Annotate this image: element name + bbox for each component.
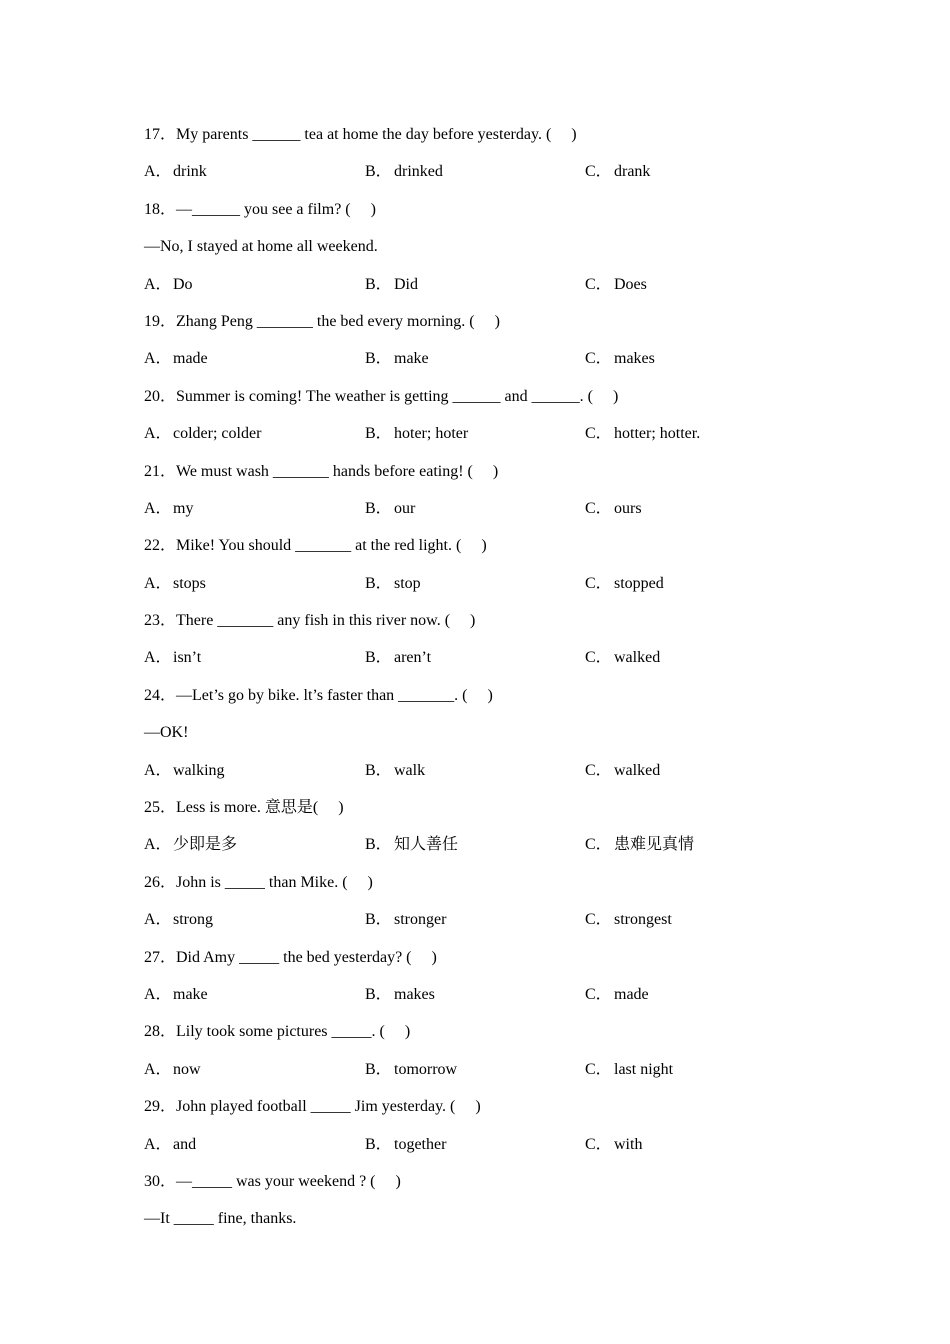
option-letter: C．	[585, 836, 612, 854]
option-text: makes	[614, 350, 655, 368]
option-a	[144, 1134, 196, 1156]
options-row	[144, 348, 844, 385]
option-text: my	[173, 499, 194, 517]
option-letter: A．	[144, 836, 172, 854]
option-text: strong	[173, 911, 213, 929]
option-text: colder; colder	[173, 425, 262, 443]
option-text: walked	[614, 761, 661, 779]
dialogue-line: —No, I stayed at home all weekend.	[144, 238, 378, 256]
option-c	[585, 161, 650, 183]
options-row	[144, 834, 844, 871]
question-block	[144, 797, 844, 872]
option-b	[365, 1134, 446, 1156]
option-letter: C．	[585, 761, 612, 779]
option-b	[365, 573, 421, 595]
option-letter: B．	[365, 163, 392, 181]
option-letter: B．	[365, 350, 392, 368]
option-text: now	[173, 1060, 201, 1078]
option-letter: C．	[585, 350, 612, 368]
option-letter: C．	[585, 425, 612, 443]
question-stem: 25．Less is more. 意思是( )	[144, 799, 344, 817]
question-stem: 18．—______ you see a film? ( )	[144, 200, 376, 218]
option-c	[585, 573, 664, 595]
option-c	[585, 834, 694, 856]
option-a	[144, 1059, 201, 1081]
option-letter: B．	[365, 649, 392, 667]
option-letter: A．	[144, 350, 172, 368]
option-letter: A．	[144, 574, 172, 592]
option-text: drank	[614, 163, 651, 181]
question-block	[144, 947, 844, 1022]
option-letter: C．	[585, 163, 612, 181]
option-text: stopped	[614, 574, 664, 592]
option-text: hotter; hotter.	[614, 425, 701, 443]
option-text: 知人善任	[394, 836, 459, 854]
option-letter: B．	[365, 985, 392, 1003]
option-a	[144, 274, 193, 296]
question-stem: 21．We must wash _______ hands before eating! ( )	[144, 462, 499, 480]
option-text: Did	[394, 275, 418, 293]
option-c	[585, 274, 647, 296]
option-a	[144, 834, 237, 856]
options-row	[144, 423, 844, 460]
option-c	[585, 1134, 642, 1156]
option-text: drinked	[394, 163, 443, 181]
question-stem: 26．John is _____ than Mike. ( )	[144, 873, 373, 891]
option-text: Does	[614, 275, 647, 293]
option-a	[144, 161, 207, 183]
question-block	[144, 872, 844, 947]
option-c	[585, 1059, 673, 1081]
question-stem: 17．My parents ______ tea at home the day before yesterday. ( )	[144, 126, 577, 143]
option-letter: A．	[144, 425, 172, 443]
option-text: make	[173, 985, 208, 1003]
question-stem: 22．Mike! You should _______ at the red light. ( )	[144, 537, 487, 555]
option-letter: B．	[365, 1060, 392, 1078]
question-block	[144, 199, 844, 311]
options-row	[144, 647, 844, 684]
question-block	[144, 1096, 844, 1171]
question-stem: 23．There _______ any fish in this river now. ( )	[144, 612, 476, 630]
question-block	[144, 386, 844, 461]
option-text: 少即是多	[173, 836, 238, 854]
option-letter: A．	[144, 275, 172, 293]
option-text: with	[614, 1135, 643, 1153]
option-text: walked	[614, 649, 661, 667]
option-b	[365, 423, 468, 445]
option-text: last night	[614, 1060, 674, 1078]
option-b	[365, 909, 446, 931]
options-row	[144, 498, 844, 535]
question-block	[144, 461, 844, 536]
option-letter: B．	[365, 836, 392, 854]
option-b	[365, 498, 415, 520]
option-text: stop	[394, 574, 421, 592]
question-block	[144, 685, 844, 797]
option-letter: B．	[365, 911, 392, 929]
dialogue-line: —OK!	[144, 724, 189, 742]
option-a	[144, 909, 213, 931]
options-row	[144, 760, 844, 797]
option-b	[365, 274, 418, 296]
option-letter: A．	[144, 499, 172, 517]
option-letter: C．	[585, 1060, 612, 1078]
option-letter: B．	[365, 499, 392, 517]
option-letter: C．	[585, 649, 612, 667]
option-text: stronger	[394, 911, 447, 929]
option-text: tomorrow	[394, 1060, 458, 1078]
option-text: walking	[173, 761, 225, 779]
option-c	[585, 348, 655, 370]
option-b	[365, 760, 425, 782]
option-letter: B．	[365, 1135, 392, 1153]
options-row	[144, 1134, 844, 1171]
option-letter: A．	[144, 1135, 172, 1153]
option-letter: A．	[144, 985, 172, 1003]
option-text: ours	[614, 499, 642, 517]
option-text: and	[173, 1135, 197, 1153]
question-stem: 27．Did Amy _____ the bed yesterday? ( )	[144, 948, 437, 966]
options-row	[144, 984, 844, 1021]
option-text: make	[394, 350, 429, 368]
question-stem: 19．Zhang Peng _______ the bed every morning. ( )	[144, 312, 500, 330]
option-c	[585, 498, 642, 520]
option-a	[144, 647, 201, 669]
option-letter: A．	[144, 761, 172, 779]
option-letter: C．	[585, 1135, 612, 1153]
option-b	[365, 984, 435, 1006]
options-row	[144, 573, 844, 610]
question-stem: 28．Lily took some pictures _____. ( )	[144, 1023, 411, 1041]
question-block	[144, 1021, 844, 1096]
option-text: together	[394, 1135, 447, 1153]
option-letter: C．	[585, 574, 612, 592]
option-text: aren’t	[394, 649, 432, 667]
option-text: 患难见真情	[614, 836, 695, 854]
option-a	[144, 760, 225, 782]
option-b	[365, 647, 431, 669]
option-text: strongest	[614, 911, 672, 929]
option-text: isn’t	[173, 649, 202, 667]
worksheet-page	[144, 124, 844, 1246]
question-stem: 24．—Let’s go by bike. lt’s faster than _______. ( )	[144, 686, 493, 704]
option-letter: B．	[365, 761, 392, 779]
option-text: hoter; hoter	[394, 425, 469, 443]
option-letter: B．	[365, 574, 392, 592]
option-text: stops	[173, 574, 206, 592]
question-stem: 20．Summer is coming! The weather is getting ______ and ______. ( )	[144, 387, 619, 405]
option-a	[144, 573, 206, 595]
option-letter: B．	[365, 275, 392, 293]
option-letter: C．	[585, 499, 612, 517]
option-letter: B．	[365, 425, 392, 443]
question-stem: 30．—_____ was your weekend ? ( )	[144, 1172, 401, 1190]
options-row	[144, 161, 844, 198]
option-letter: C．	[585, 911, 612, 929]
question-block	[144, 311, 844, 386]
question-block	[144, 124, 844, 199]
dialogue-line: —It _____ fine, thanks.	[144, 1210, 297, 1228]
options-row	[144, 909, 844, 946]
option-a	[144, 348, 208, 370]
option-text: Do	[173, 275, 193, 293]
option-letter: A．	[144, 649, 172, 667]
option-a	[144, 423, 261, 445]
option-c	[585, 647, 660, 669]
option-text: drink	[173, 163, 207, 181]
options-row	[144, 274, 844, 311]
option-text: made	[614, 985, 649, 1003]
option-a	[144, 498, 193, 520]
option-c	[585, 423, 700, 445]
option-text: made	[173, 350, 208, 368]
option-text: walk	[394, 761, 426, 779]
option-letter: A．	[144, 163, 172, 181]
option-letter: A．	[144, 1060, 172, 1078]
question-stem: 29．John played football _____ Jim yesterday. ( )	[144, 1098, 481, 1116]
option-letter: A．	[144, 911, 172, 929]
question-block	[144, 535, 844, 610]
question-block	[144, 610, 844, 685]
option-c	[585, 909, 672, 931]
question-block	[144, 1171, 844, 1246]
option-text: our	[394, 499, 416, 517]
option-b	[365, 348, 429, 370]
option-letter: C．	[585, 275, 612, 293]
options-row	[144, 1059, 844, 1096]
option-b	[365, 161, 443, 183]
option-a	[144, 984, 208, 1006]
option-letter: C．	[585, 985, 612, 1003]
option-text: makes	[394, 985, 435, 1003]
option-b	[365, 834, 458, 856]
option-c	[585, 760, 660, 782]
option-c	[585, 984, 649, 1006]
option-b	[365, 1059, 457, 1081]
